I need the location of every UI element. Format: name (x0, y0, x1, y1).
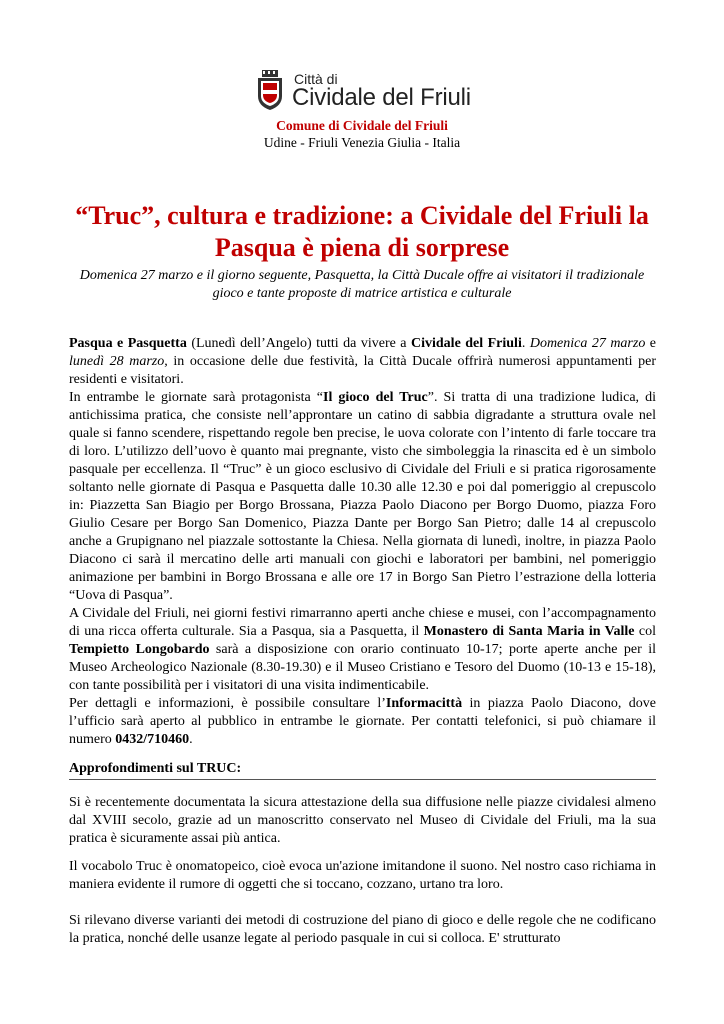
text-run: ”. Si tratta di una tradizione ludica, di antichissima pratica, che consiste nell’approntare un catino di sabbia digradante a struttura ovale nel quale si fanno scendere, rispettando regole ben precise, le uova colorate con l’intento di farle toccare tra di loro. L’utilizzo dell’uovo è quanto mai pregnante, visto che simboleggia la rinascita ed è un simbolo pasquale per eccellenza. Il “Truc” è un gioco esclusivo di Cividale del Friuli e si pratica rigorosamente soltanto nelle giornate di Pasqua e Pasquetta dalle 10.30 alle 12.30 e poi dal pomeriggio al crepuscolo in: Piazzetta San Biagio per Borgo Brossana, Piazza Paolo Diacono per Borgo Duomo, piazza Foro Giulio Cesare per Borgo San Domenico, Piazza Dante per Borgo San Pietro; dalle 14 al crepuscolo anche a Grupignano nel piazzale sottostante la Chiesa. Nella giornata di lunedì, inoltre, in piazza Paolo Diacono ci sarà il mercatino delle arti manuali con giochi e laboratori per bambini, nel pomeriggio animazione per bambini in Borgo Brossana e alle ore 17 in Borgo San Pietro l’estrazione della lotteria “Uova di Pasqua”. (69, 390, 656, 603)
bold-text: Cividale del Friuli (411, 336, 522, 351)
text-run: in piazza Paolo Diacono, dove l’ufficio sarà aperto al pubblico in entrambe le giornate. Per contatti telefonici, si può chiamare il numero (69, 696, 656, 747)
info-paragraph (69, 695, 656, 749)
approfondimenti-paragraph-1: Si è recentemente documentata la sicura attestazione della sua diffusione nelle piazze cividalesi almeno dal XVIII secolo, grazie ad un manoscritto conservato nel Museo di Cividale del Friuli, ma la sua pratica è sicuramente assai più antica. (69, 795, 656, 846)
bold-text: Tempietto Longobardo (69, 642, 210, 657)
text-run: In entrambe le giornate sarà protagonista “ (69, 390, 324, 405)
logo-city-of: Città di (294, 71, 338, 87)
text-run: A Cividale del Friuli, nei giorni festivi rimarranno aperti anche chiese e musei, con l’accompagnamento di una ricca offerta culturale. Sia a Pasqua, sia a Pasquetta, il (69, 606, 656, 639)
phone-number: 0432/710460 (115, 732, 190, 747)
text-run: . (189, 732, 193, 747)
article-title: “Truc”, cultura e tradizione: a Cividale del Friuli la Pasqua è piena di sorprese (75, 201, 649, 262)
logo-city-name: Cividale del Friuli (292, 84, 471, 111)
comune-name: Comune di Cividale del Friuli (276, 118, 448, 133)
location-line: Udine - Friuli Venezia Giulia - Italia (263, 135, 461, 150)
article-body (69, 335, 656, 749)
italic-text: Domenica 27 marzo (529, 336, 646, 351)
text-run: e (645, 336, 657, 351)
text-run: , in occasione delle due festività, la Città Ducale offrirà numerosi appuntamenti per residenti e visitatori. (69, 354, 656, 387)
approfondimenti-paragraph-3: Si rilevano diverse varianti dei metodi di costruzione del piano di gioco e delle regole che ne codificano la pratica, nonché delle usanze legate al periodo pasquale in cui si colloca. E' strutturato (69, 913, 656, 946)
bold-text: Informacittà (385, 696, 463, 711)
text-run: sarà a disposizione con orario continuato 10-17; porte aperte anche per il Museo Archeologico Nazionale (8.30-19.30) e il Museo Cristiano e Tesoro del Duomo (10-13 e 15-18), con tante possibilità per i visitatori di una visita indimenticabile. (69, 642, 656, 693)
text-run: . (521, 336, 530, 351)
coat-of-arms-icon (256, 70, 284, 110)
approfondimenti-paragraph-2: Il vocabolo Truc è onomatopeico, cioè evoca un'azione imitandone il suono. Nel nostro caso richiama in maniera evidente il rumore di oggetti che si toccano, cozzano, urtano tra loro. (69, 859, 656, 892)
city-logo (256, 70, 471, 114)
italic-text: lunedì 28 marzo (69, 354, 165, 369)
bold-text: Monastero di Santa Maria in Valle (423, 624, 635, 639)
intro-paragraph (69, 335, 656, 389)
bold-text: Pasqua e Pasquetta (69, 336, 187, 351)
section-heading: Approfondimenti sul TRUC: (69, 760, 656, 780)
article-subtitle: Domenica 27 marzo e il giorno seguente, Pasquetta, la Città Ducale offre ai visitatori il tradizionale gioco e tante proposte di matrice artistica e culturale (79, 268, 645, 301)
text-run: (Lunedì dell’Angelo) tutti da vivere a (186, 336, 411, 351)
text-run: Per dettagli e informazioni, è possibile consultare l’ (69, 696, 386, 711)
bold-text: Il gioco del Truc (323, 390, 428, 405)
musei-paragraph (69, 605, 656, 695)
gioco-paragraph (69, 389, 656, 605)
text-run: col (634, 624, 656, 639)
